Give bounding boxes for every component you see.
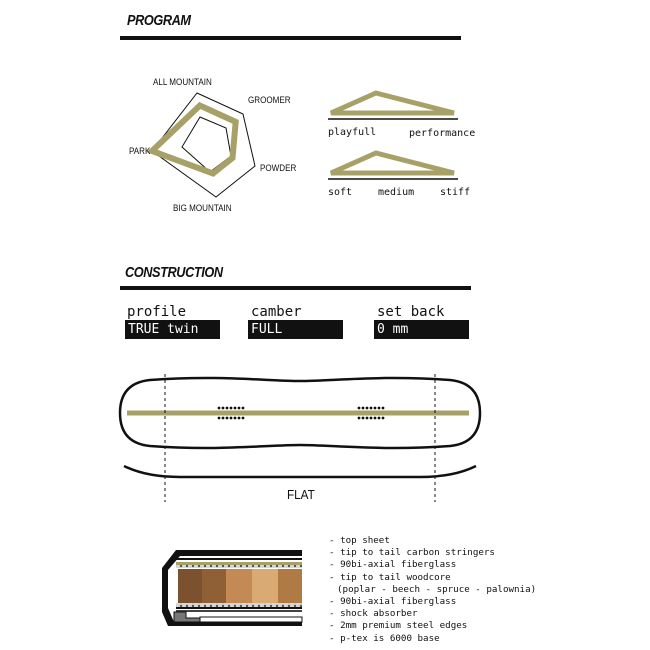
spec-value-profile: TRUE twin [125, 320, 220, 339]
program-rule [120, 36, 461, 40]
slider-flex [328, 148, 460, 180]
layer-fiberglass-top [176, 558, 302, 560]
construction-heading: CONSTRUCTION [125, 264, 223, 281]
spec-label-set-back: set back [377, 304, 445, 320]
slider-triangle [331, 93, 454, 113]
radar-label-big-mountain: BIG MOUNTAIN [173, 203, 232, 214]
radar-chart [120, 70, 320, 220]
spec-label-camber: camber [251, 304, 302, 320]
radar-label-groomer: GROOMER [248, 95, 291, 106]
layer-item: - 90bi-axial fiberglass [329, 596, 536, 608]
slider-middle-label: medium [378, 187, 415, 198]
layer-fiberglass-bottom [176, 607, 302, 609]
construction-rule [120, 286, 471, 290]
layer-base [200, 617, 302, 622]
radar-value-shape [152, 106, 236, 174]
cross-section-diagram [160, 548, 308, 628]
layer-honeycomb-bottom [176, 603, 302, 607]
slider-playfull-performance [328, 88, 460, 120]
layer-honeycomb-top [176, 565, 302, 568]
layer-item: - tip to tail woodcore [329, 572, 536, 584]
profile-label: FLAT [287, 487, 315, 502]
slider-left-label: soft [328, 187, 353, 198]
spec-value-camber: FULL [248, 320, 343, 339]
layer-item: - 2mm premium steel edges [329, 620, 536, 632]
layer-woodcore [178, 569, 302, 603]
layer-item: (poplar - beech - spruce - palownia) [337, 583, 537, 595]
program-heading: PROGRAM [127, 12, 191, 29]
spec-label-profile: profile [127, 304, 187, 320]
layer-item: - p-tex is 6000 base [329, 633, 536, 645]
radar-label-park: PARK [129, 146, 151, 157]
layer-shock-absorber [176, 610, 302, 612]
layer-steel-edge [174, 612, 200, 622]
radar-label-all-mountain: ALL MOUNTAIN [153, 77, 212, 88]
layer-item: - tip to tail carbon stringers [329, 547, 536, 559]
slider-right-label: performance [409, 128, 476, 139]
layer-item: - 90bi-axial fiberglass [329, 559, 536, 571]
board-profile-flat [124, 466, 476, 477]
slider-triangle [331, 153, 454, 173]
slider-right-label: stiff [440, 187, 471, 198]
layer-item: - shock absorber [329, 608, 536, 620]
radar-label-powder: POWDER [260, 163, 297, 174]
layer-item: - top sheet [329, 535, 536, 547]
spec-value-set-back: 0 mm [374, 320, 469, 339]
layer-list [329, 535, 536, 645]
slider-left-label: playfull [328, 127, 377, 138]
layer-carbon-stringer [176, 562, 302, 565]
